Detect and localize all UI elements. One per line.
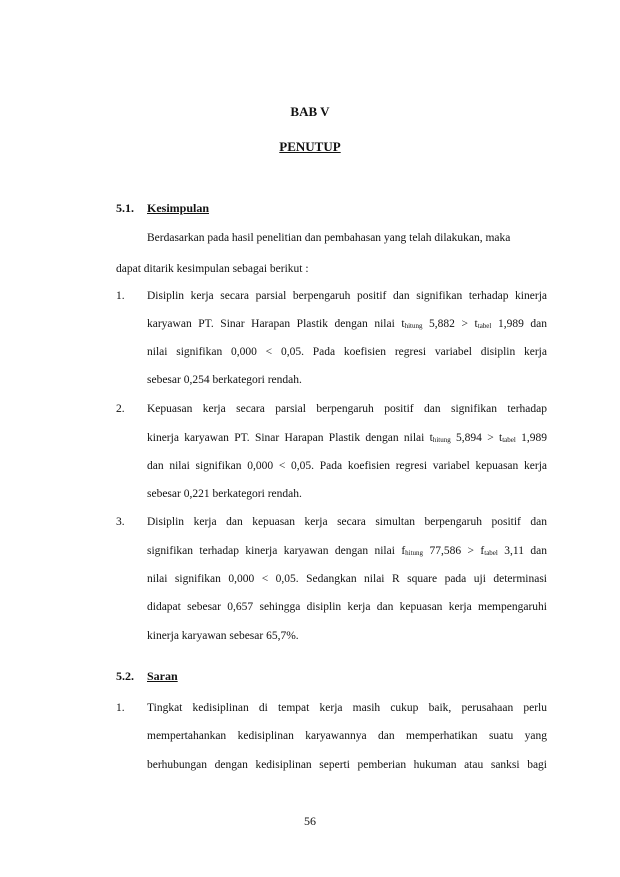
list-item-line: signifikan terhadap kinerja karyawan dengan nilai $f_{hitung}$ $77,586 > f_{tabel}$ 3,11 dan	[147, 545, 547, 557]
list-item-line: Kepuasan kerja secara parsial berpengaruh positif dan signifikan terhadap	[147, 403, 547, 415]
list-item-line: sebesar 0,254 berkategori rendah.	[147, 374, 302, 386]
list-item-line: nilai signifikan 0,000 < 0,05. Sedangkan nilai R square pada uji determinasi	[147, 573, 547, 585]
list-item-line: berhubungan dengan kedisiplinan seperti pemberian hukuman atau sanksi bagi	[147, 759, 547, 771]
list-item-line: nilai signifikan 0,000 < 0,05. Pada koefisien regresi variabel disiplin kerja	[147, 346, 547, 358]
list-item-line: Tingkat kedisiplinan di tempat kerja masih cukup baik, perusahaan perlu	[147, 702, 547, 714]
list-item-number: 1.	[116, 702, 125, 714]
paragraph-line: Berdasarkan pada hasil penelitian dan pembahasan yang telah dilakukan, maka	[147, 232, 511, 244]
section-title: Kesimpulan	[147, 201, 210, 215]
list-item-number: 1.	[116, 290, 125, 302]
list-item-line: mempertahankan kedisiplinan karyawannya dan memperhatikan suatu yang	[147, 730, 547, 742]
list-item-line: didapat sebesar 0,657 sehingga disiplin kerja dan kepuasan kerja mempengaruhi	[147, 601, 547, 613]
chapter-title: PENUTUP	[279, 139, 341, 154]
section-number: 5.2.	[116, 669, 134, 683]
list-item-line: sebesar 0,221 berkategori rendah.	[147, 488, 302, 500]
section-number: 5.1.	[116, 201, 134, 215]
page-number: 56	[304, 814, 316, 828]
list-item-number: 3.	[116, 516, 125, 528]
list-item-line: karyawan PT. Sinar Harapan Plastik dengan nilai $t_{hitung}$ $5,882 > t_{tabel}$ 1,989 dan	[147, 318, 547, 330]
list-item-line: Disiplin kerja secara parsial berpengaruh positif dan signifikan terhadap kinerja	[147, 290, 547, 302]
section-title: Saran	[147, 669, 178, 683]
list-item-line: Disiplin kerja dan kepuasan kerja secara simultan berpengaruh positif dan	[147, 516, 547, 528]
list-item-line: kinerja karyawan sebesar 65,7%.	[147, 630, 299, 642]
chapter-heading: BAB V	[290, 104, 330, 119]
list-item-line: kinerja karyawan PT. Sinar Harapan Plastik dengan nilai $t_{hitung}$ $5,894 > t_{tabel}$ 1,989	[147, 432, 548, 444]
list-item-line: dan nilai signifikan 0,000 < 0,05. Pada koefisien regresi variabel kepuasan kerja	[147, 460, 547, 472]
list-item-number: 2.	[116, 403, 125, 415]
paragraph-line: dapat ditarik kesimpulan sebagai berikut :	[116, 263, 309, 275]
